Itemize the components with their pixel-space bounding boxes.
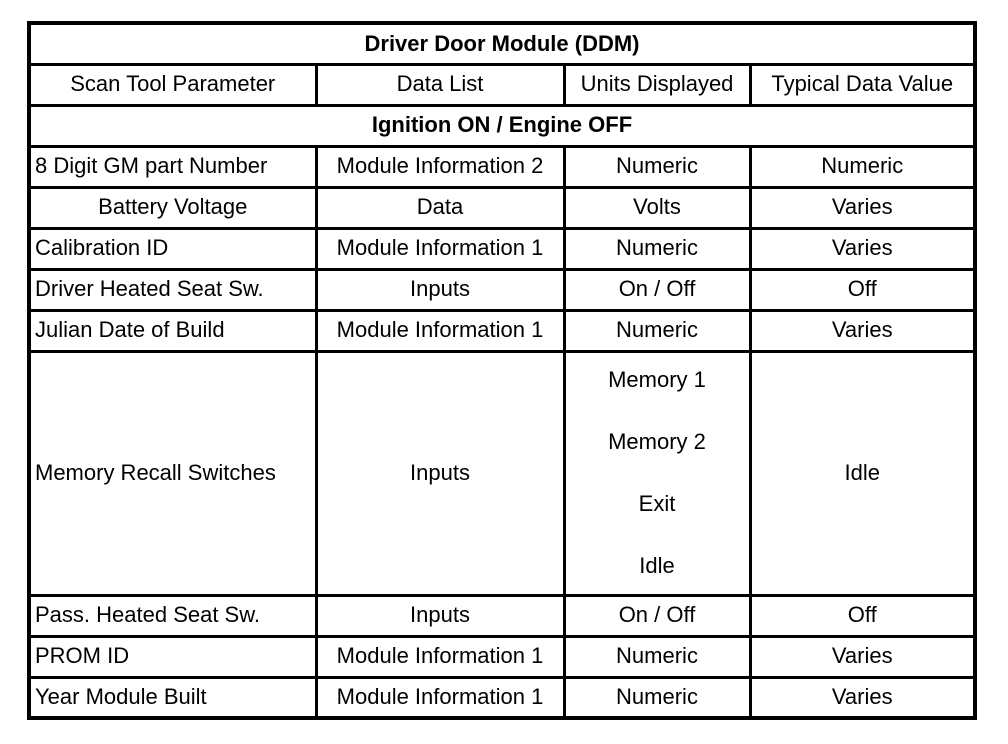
table-row (29, 146, 975, 187)
cell-data-list: Module Information 1 (316, 310, 564, 351)
cell-units: On / Off (564, 595, 750, 636)
cell-typical-value: Idle (750, 351, 975, 595)
cell-parameter: Julian Date of Build (29, 310, 316, 351)
cell-units: On / Off (564, 269, 750, 310)
section-header: Ignition ON / Engine OFF (29, 105, 975, 146)
cell-units: Numeric (564, 146, 750, 187)
cell-typical-value: Varies (750, 228, 975, 269)
cell-typical-value: Off (750, 269, 975, 310)
units-option: Exit (638, 490, 676, 516)
cell-units: Numeric (564, 310, 750, 351)
cell-parameter: Driver Heated Seat Sw. (29, 269, 316, 310)
units-option: Memory 1 (608, 367, 706, 392)
cell-parameter: Calibration ID (29, 228, 316, 269)
cell-parameter: PROM ID (29, 636, 316, 677)
units-options-stack (570, 364, 745, 582)
cell-parameter: Memory Recall Switches (29, 351, 316, 595)
table-row (29, 187, 975, 228)
table-title-row (29, 23, 975, 64)
table-row (29, 228, 975, 269)
cell-data-list: Data (316, 187, 564, 228)
ddm-data-table (27, 21, 977, 720)
cell-parameter: Year Module Built (29, 677, 316, 718)
cell-typical-value: Off (750, 595, 975, 636)
table-row (29, 677, 975, 718)
cell-data-list: Inputs (316, 351, 564, 595)
cell-units: Numeric (564, 228, 750, 269)
cell-parameter: Pass. Heated Seat Sw. (29, 595, 316, 636)
cell-data-list: Module Information 1 (316, 228, 564, 269)
units-option: Idle (639, 552, 675, 578)
units-option: Memory 2 (608, 428, 706, 454)
cell-data-list: Inputs (316, 595, 564, 636)
cell-data-list: Module Information 1 (316, 636, 564, 677)
cell-data-list: Module Information 1 (316, 677, 564, 718)
section-header-row (29, 105, 975, 146)
table-title: Driver Door Module (DDM) (29, 23, 975, 64)
table-row (29, 269, 975, 310)
cell-parameter: Battery Voltage (29, 187, 316, 228)
header-typical-data-value: Typical Data Value (750, 64, 975, 105)
cell-units-list (564, 351, 750, 595)
cell-typical-value: Varies (750, 187, 975, 228)
table-row (29, 310, 975, 351)
cell-parameter: 8 Digit GM part Number (29, 146, 316, 187)
table-row (29, 351, 975, 595)
cell-typical-value: Varies (750, 636, 975, 677)
cell-data-list: Inputs (316, 269, 564, 310)
cell-units: Volts (564, 187, 750, 228)
table-row (29, 636, 975, 677)
cell-units: Numeric (564, 636, 750, 677)
header-data-list: Data List (316, 64, 564, 105)
cell-data-list: Module Information 2 (316, 146, 564, 187)
header-units-displayed: Units Displayed (564, 64, 750, 105)
cell-typical-value: Varies (750, 677, 975, 718)
cell-typical-value: Varies (750, 310, 975, 351)
table-header-row (29, 64, 975, 105)
header-scan-tool-parameter: Scan Tool Parameter (29, 64, 316, 105)
cell-units: Numeric (564, 677, 750, 718)
table-row (29, 595, 975, 636)
cell-typical-value: Numeric (750, 146, 975, 187)
